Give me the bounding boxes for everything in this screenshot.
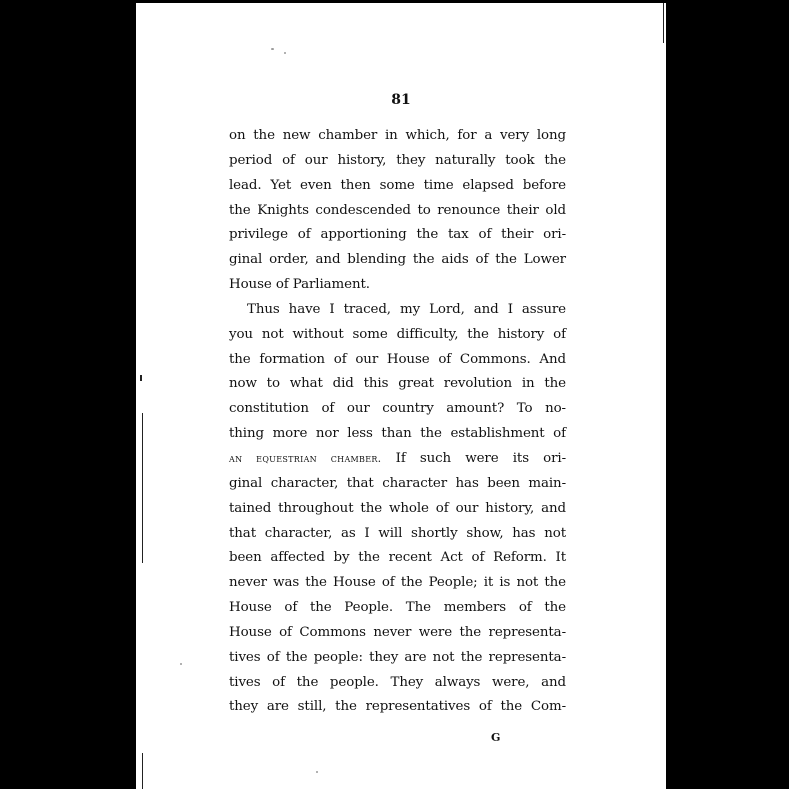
printer-signature: G xyxy=(491,731,501,744)
text-line: period of our history, they naturally took the xyxy=(229,152,566,168)
text-line: tives of the people. They always were, and xyxy=(229,674,566,690)
text-line: never was the House of the People; it is not the xyxy=(229,575,566,591)
scan-edge-mark xyxy=(140,375,142,381)
text-line: the Knights condescended to renounce their old xyxy=(229,202,566,218)
text-line: constitution of our country amount? To no- xyxy=(229,401,566,417)
scan-speck xyxy=(180,663,182,665)
text-line: ginal character, that character has been main- xyxy=(229,475,566,491)
small-caps-phrase: an equestrian chamber. xyxy=(229,451,382,465)
text-line: tained throughout the whole of our history, and xyxy=(229,500,566,516)
text-line: you not without some difficulty, the history of xyxy=(229,326,566,342)
text-line xyxy=(229,447,566,472)
text-line: lead. Yet even then some time elapsed before xyxy=(229,177,566,193)
scan-edge-mark xyxy=(142,753,143,789)
text-line: ginal order, and blending the aids of the Lower xyxy=(229,252,566,268)
text-line: they are still, the representatives of the Com- xyxy=(229,699,566,715)
text-line: House of the People. The members of the xyxy=(229,600,566,616)
body-text xyxy=(229,124,566,720)
text-line: House of Parliament. xyxy=(229,277,370,293)
text-line: been affected by the recent Act of Reform. It xyxy=(229,550,566,566)
text-line: now to what did this great revolution in the xyxy=(229,376,566,392)
text-run: If such were its ori- xyxy=(381,450,567,466)
text-line: privilege of apportioning the tax of their ori- xyxy=(229,227,566,243)
text-line: House of Commons never were the representa- xyxy=(229,624,566,640)
scan-edge-mark xyxy=(663,3,664,43)
text-line: on the new chamber in which, for a very long xyxy=(229,128,566,143)
text-line: that character, as I will shortly show, has not xyxy=(229,525,566,541)
text-line: tives of the people: they are not the representa- xyxy=(229,649,566,665)
scan-speck xyxy=(284,52,286,54)
book-page xyxy=(136,3,666,789)
page-number: 81 xyxy=(391,92,411,108)
scan-speck xyxy=(271,48,274,50)
scan-speck xyxy=(316,771,318,773)
scan-edge-mark xyxy=(142,413,143,563)
text-line: thing more nor less than the establishment of xyxy=(229,426,566,442)
text-line: the formation of our House of Commons. And xyxy=(229,351,566,367)
text-line: Thus have I traced, my Lord, and I assure xyxy=(247,301,566,317)
